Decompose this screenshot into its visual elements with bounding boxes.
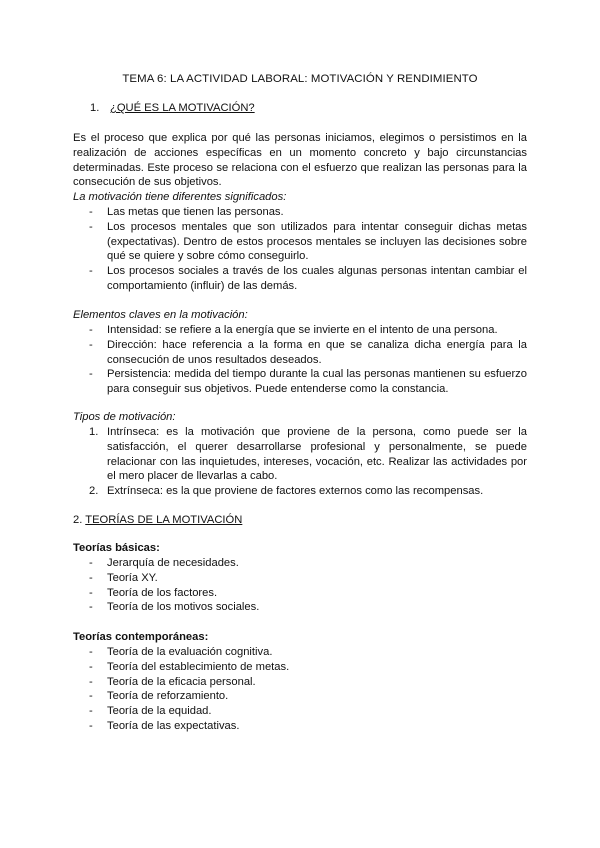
list-item: - Teoría de la eficacia personal. [73, 675, 527, 690]
item-text: Extrínseca: es la que proviene de factores externos como las recompensas. [107, 485, 484, 498]
contemporary-theories-list [73, 645, 527, 734]
key-elements-title: Elementos claves en la motivación: [73, 309, 248, 321]
basic-theories-title: Teorías básicas: [73, 542, 160, 554]
basic-theories-list [73, 556, 527, 615]
meanings-title: La motivación tiene diferentes significados: [73, 191, 287, 203]
list-item: - Jerarquía de necesidades. [73, 556, 527, 571]
list-item: - Persistencia: medida del tiempo durante la cual las personas mantienen su esfuerzo para conseguir sus objetivos. Puede entenderse como la constancia. [73, 367, 527, 397]
section-1-number: 1. [90, 102, 100, 114]
list-item [73, 425, 527, 484]
list-item: - Intensidad: se refiere a la energía que se invierte en el intento de una persona. [73, 323, 527, 338]
list-item: - Teoría de reforzamiento. [73, 689, 527, 704]
item-text: Intrínseca: es la motivación que proviene de la persona, como puede ser la satisfacción, el querer desarrollarse profesional y personalmente, se puede relacionar con las inquietudes, intereses, vocación, etc. Realizar las actividades por el mero placer de llevarlas a cabo. [107, 426, 527, 483]
list-item: - Teoría de los motivos sociales. [73, 600, 527, 615]
contemporary-theories-title: Teorías contemporáneas: [73, 631, 209, 643]
list-item: - Teoría de la evaluación cognitiva. [73, 645, 527, 660]
meanings-list [73, 205, 527, 294]
list-item: - Teoría de los factores. [73, 586, 527, 601]
list-item: - Teoría XY. [73, 571, 527, 586]
section-1-title: ¿QUÉ ES LA MOTIVACIÓN? [110, 102, 255, 114]
document-title: TEMA 6: LA ACTIVIDAD LABORAL: MOTIVACIÓN Y RENDIMIENTO [122, 73, 478, 85]
item-number: 1. [89, 426, 99, 438]
key-elements-list [73, 323, 527, 397]
section-1-heading [90, 101, 255, 116]
list-item: - Teoría de las expectativas. [73, 719, 527, 734]
list-item: - Dirección: hace referencia a la forma en que se canaliza dicha energía para la consecución de unos resultados deseados. [73, 338, 527, 368]
list-item: - Las metas que tienen las personas. [73, 205, 527, 220]
list-item: - Los procesos mentales que son utilizados para intentar conseguir dichas metas (expectativas). Dentro de estos procesos mentales se incluyen las decisiones sobre qué se quiere y sobre cómo conseguirlo. [73, 220, 527, 264]
item-number: 2. [89, 485, 99, 498]
list-item: - Los procesos sociales a través de los cuales algunas personas intentan cambiar el comportamiento (influir) de las demás. [73, 264, 527, 294]
types-title: Tipos de motivación: [73, 411, 176, 423]
intro-paragraph: Es el proceso que explica por qué las personas iniciamos, elegimos o persistimos en la realización de acciones específicas en un momento concreto y bajo circunstancias determinadas. Este proceso se relaciona con el esfuerzo que realizan las personas para la consecución de sus objetivos. [73, 132, 527, 189]
types-list [73, 425, 527, 499]
list-item: - Teoría de la equidad. [73, 704, 527, 719]
list-item: - Teoría del establecimiento de metas. [73, 660, 527, 675]
section-2-number: 2. [73, 514, 83, 526]
section-2-title: TEORÍAS DE LA MOTIVACIÓN [85, 514, 243, 526]
section-2-heading [73, 513, 242, 528]
list-item [73, 484, 527, 499]
